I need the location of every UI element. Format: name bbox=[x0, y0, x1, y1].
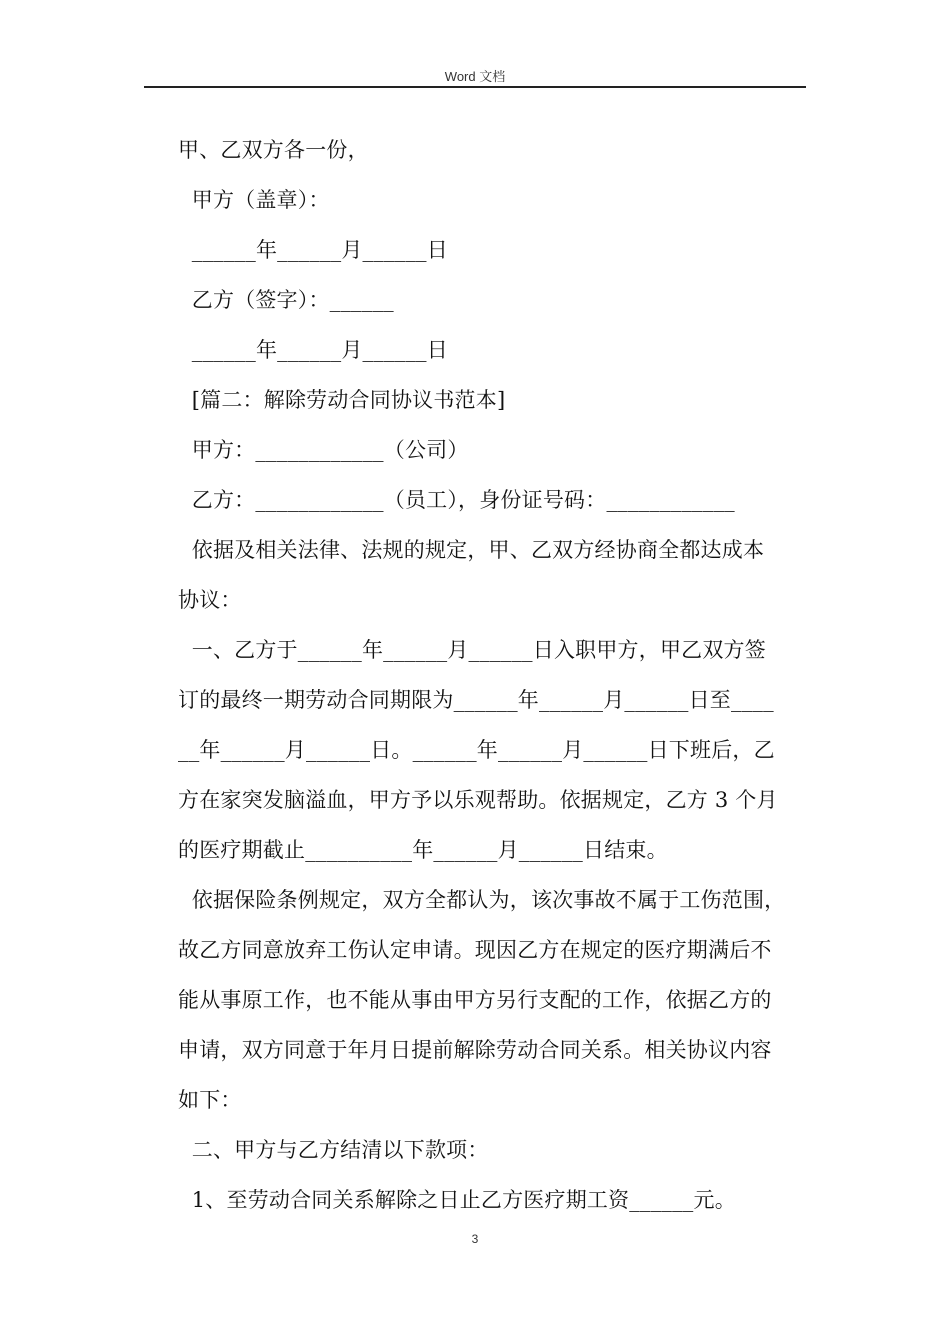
body-line: 1、至劳动合同关系解除之日止乙方医疗期工资______元。 bbox=[178, 1188, 736, 1212]
page-number: 3 bbox=[471, 1232, 479, 1246]
body-line: 依据及相关法律、法规的规定，甲、乙双方经协商全都达成本 bbox=[178, 538, 765, 562]
section-heading: [篇二：解除劳动合同协议书范本] bbox=[178, 388, 506, 412]
body-line: 申请，双方同意于年月日提前解除劳动合同关系。相关协议内容 bbox=[178, 1038, 772, 1062]
body-line: 能从事原工作，也不能从事由甲方另行支配的工作，依据乙方的 bbox=[178, 988, 772, 1012]
body-line: 故乙方同意放弃工伤认定申请。现因乙方在规定的医疗期满后不 bbox=[178, 938, 772, 962]
header-divider bbox=[144, 86, 806, 88]
body-line: 甲方（盖章）： bbox=[178, 188, 330, 212]
body-line: 一、乙方于______年______月______日入职甲方，甲乙双方签 bbox=[178, 638, 766, 662]
body-line: 订的最终一期劳动合同期限为______年______月______日至____ bbox=[178, 688, 774, 712]
body-line: 二、甲方与乙方结清以下款项： bbox=[178, 1138, 489, 1162]
body-line: ______年______月______日 bbox=[178, 338, 448, 362]
body-line: 乙方：____________（员工），身份证号码：____________ bbox=[178, 488, 735, 512]
body-line: 协议： bbox=[178, 588, 242, 612]
body-line: __年______月______日。______年______月______日下班后，乙 bbox=[178, 738, 775, 762]
body-line: 乙方（签字）：______ bbox=[178, 288, 394, 312]
body-line: 的医疗期截止__________年______月______日结束。 bbox=[178, 838, 668, 862]
body-line: 甲方：____________（公司） bbox=[178, 438, 469, 462]
body-line: 方在家突发脑溢血，甲方予以乐观帮助。依据规定，乙方 3 个月 bbox=[178, 788, 778, 812]
body-line: 依据保险条例规定，双方全都认为，该次事故不属于工伤范围， bbox=[178, 888, 786, 912]
body-line: 甲、乙双方各一份， bbox=[178, 138, 369, 162]
page-header-title: Word 文档 bbox=[444, 69, 506, 84]
body-line: 如下： bbox=[178, 1088, 242, 1112]
body-line: ______年______月______日 bbox=[178, 238, 448, 262]
